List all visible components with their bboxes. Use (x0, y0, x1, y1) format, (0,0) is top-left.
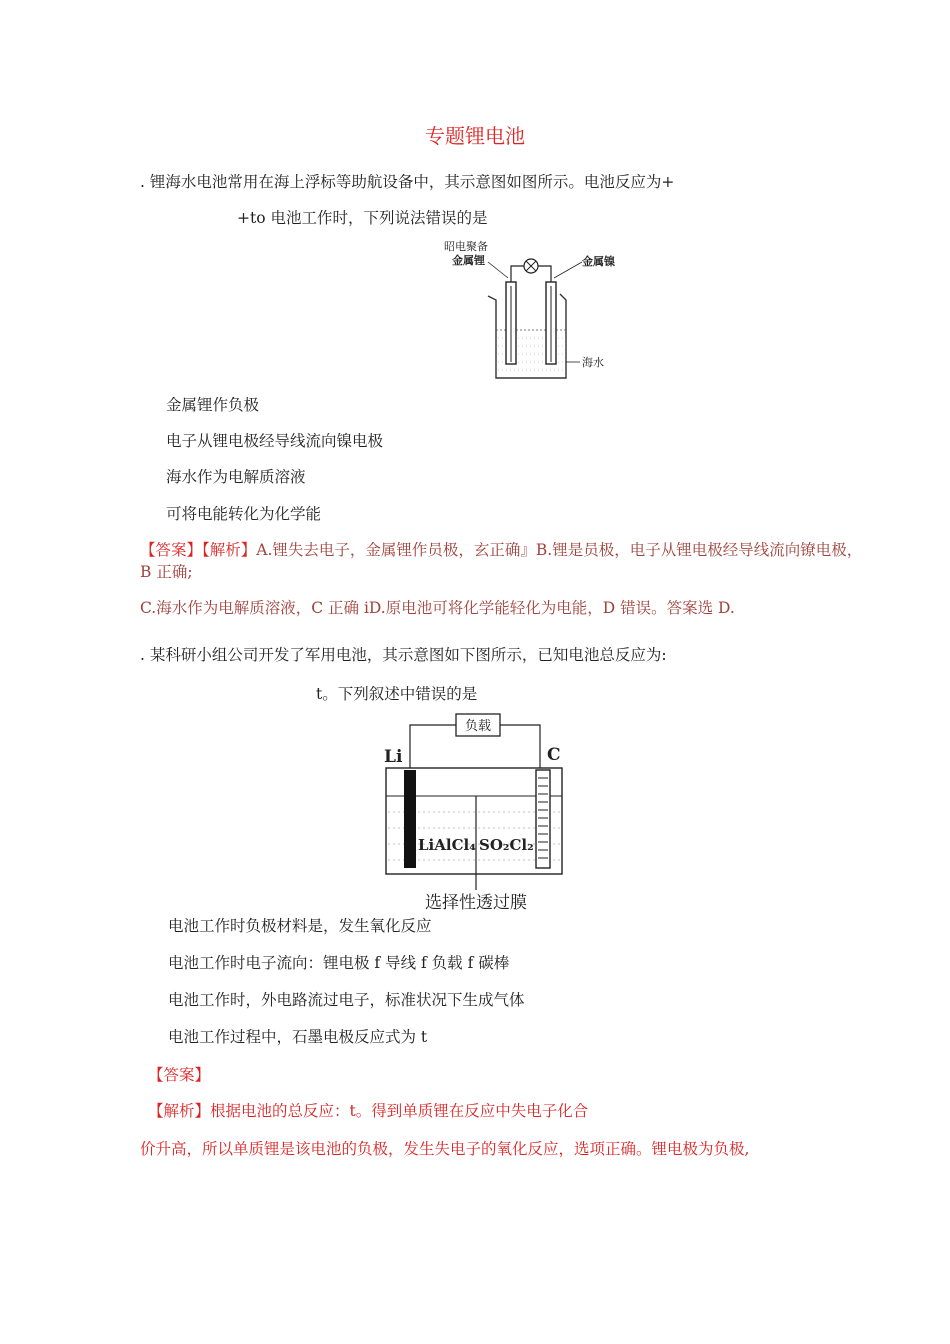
q1-answer-text: A.锂失去电子，金属锂作员极，玄正确』B.锂是员极，电子从锂电极经导线流向镣电极， (256, 541, 863, 559)
q2-analysis-tag: 【解析】 (148, 1102, 211, 1120)
q1-fig-label-water: 海水 (582, 356, 604, 369)
q2-c-label: C (547, 745, 561, 765)
q1-stem-line1: . 锂海水电池常用在海上浮标等助航设备中，其示意图如图所示。电池反应为+ (140, 173, 675, 191)
q2-analysis-text: 根据电池的总反应：t。得到单质锂在反应中失电子化合 (210, 1102, 589, 1120)
q2-option-d: 电池工作过程中，石墨电极反应式为 t (168, 1028, 428, 1046)
q2-option-c: 电池工作时，外电路流过电子，标准状况下生成气体 (168, 991, 525, 1009)
q2-right-solution: SO₂Cl₂ (479, 836, 534, 854)
q2-analysis-line2: 价升高，所以单质锂是该电池的负极，发生失电子的氧化反应，选项正确。锂电极为负极, (140, 1140, 750, 1158)
page-title: 专题锂电池 (425, 124, 525, 148)
q1-fig-label-top: 昭电聚备 (444, 240, 488, 253)
q2-li-label: Li (384, 747, 403, 767)
q1-option-c: 海水作为电解质溶液 (166, 468, 306, 486)
q2-membrane-label: 选择性透过膜 (425, 893, 527, 912)
q2-left-solution: LiAlCl₄ (418, 836, 476, 854)
q2-battery-diagram (380, 712, 570, 912)
q2-answer-tag: 【答案】 (148, 1066, 211, 1084)
q2-load-label: 负载 (464, 719, 492, 734)
q1-option-d: 可将电能转化为化学能 (166, 505, 322, 523)
q2-analysis-line1 (148, 1101, 588, 1121)
q2-stem-line1: . 某科研小组公司开发了军用电池，其示意图如下图所示，已知电池总反应为: (140, 646, 667, 664)
q2-option-a: 电池工作时负极材料是，发生氧化反应 (168, 917, 432, 935)
q1-answer-line3: C.海水作为电解质溶液，C 正确 iD.原电池可将化学能轻化为电能，D 错误。答案选 D. (140, 599, 735, 617)
q1-answer-line1 (140, 540, 862, 560)
q1-option-b: 电子从锂电极经导线流向镍电极 (166, 432, 384, 450)
q1-fig-label-lithium: 金属锂 (452, 254, 485, 267)
q2-option-b: 电池工作时电子流向：锂电极 f 导线 f 负载 f 碳棒 (168, 954, 510, 972)
q1-stem-line2: +to 电池工作时，下列说法错误的是 (237, 209, 488, 227)
q1-option-a: 金属锂作负极 (166, 396, 260, 414)
q1-answer-line2: B 正确; (140, 563, 193, 581)
q1-battery-diagram (430, 238, 640, 386)
q1-answer-tag: 【答案】【解析】 (140, 541, 257, 559)
q2-stem-line2: t。下列叙述中错误的是 (316, 685, 478, 703)
q1-fig-label-nickel: 金属镍 (582, 255, 615, 268)
